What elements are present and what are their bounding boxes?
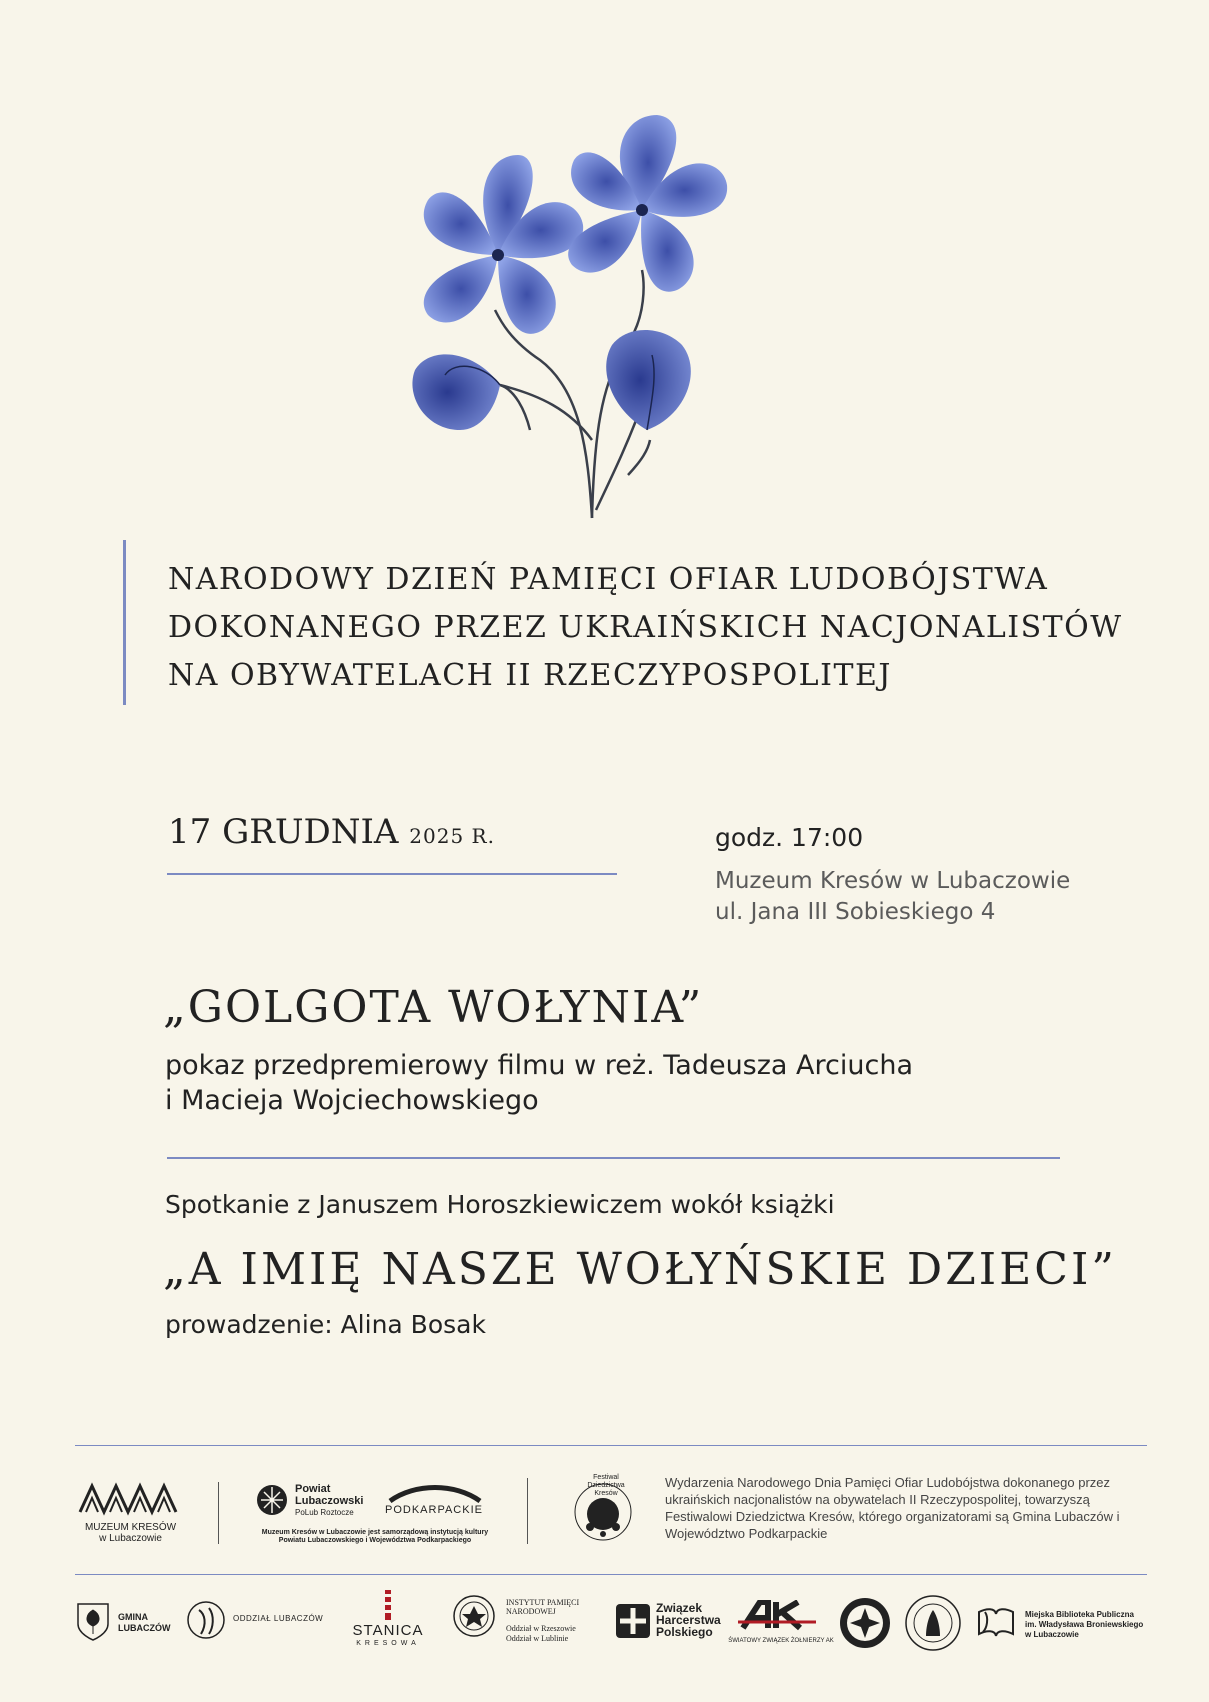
event-date-main: 17 GRUDNIA — [168, 812, 399, 852]
title-line-1: NARODOWY DZIEŃ PAMIĘCI OFIAR LUDOBÓJSTWA — [168, 562, 1049, 597]
footer-divider-bottom — [75, 1574, 1147, 1575]
ak-logo — [726, 1600, 836, 1650]
date-underline — [167, 873, 617, 875]
gmina-lubaczow-logo — [76, 1602, 176, 1646]
film-description — [165, 1048, 913, 1118]
partner-note-l1: Muzeum Kresów w Lubaczowie jest samorządową instytucją kultury — [261, 1529, 489, 1536]
ipn-l4: Oddział w Lublinie — [506, 1634, 569, 1643]
ipn-logo — [452, 1594, 592, 1654]
flower-illustration — [380, 110, 780, 520]
towarzystwo-label: ODDZIAŁ LUBACZÓW — [233, 1614, 324, 1623]
towarzystwo-emblem-icon — [185, 1596, 227, 1644]
ak-anchor-icon — [738, 1600, 818, 1632]
bib-l2: im. Władysława Broniewskiego — [1025, 1620, 1144, 1629]
stanica-l2: KRESOWA — [356, 1640, 420, 1647]
gmina-l2: LUBACZÓW — [118, 1623, 171, 1633]
festiwal-logo — [568, 1472, 638, 1547]
meeting-host: prowadzenie: Alina Bosak — [165, 1310, 486, 1339]
muzeum-name-l1: MUZEUM KRESÓW — [84, 1522, 177, 1533]
festiwal-label: Festiwal Dziedzictwa Kresów — [587, 1474, 625, 1497]
gmina-l1: GMINA — [118, 1612, 148, 1622]
title-line-3: NA OBYWATELACH II RZECZYPOSPOLITEJ — [168, 658, 892, 693]
podkarpackie-label: PODKARPACKIE — [385, 1504, 483, 1516]
stanica-post-icon — [378, 1590, 398, 1620]
venue-line-2: ul. Jana III Sobieskiego 4 — [715, 899, 996, 925]
gmina-shield-icon — [76, 1602, 110, 1642]
title-line-2: DOKONANEGO PRZEZ UKRAIŃSKICH NACJONALISTÓW — [168, 610, 1123, 645]
powiat-emblem-icon — [255, 1483, 289, 1517]
zhp-l2: Harcerstwa — [656, 1613, 721, 1627]
powiat-l1: Powiat — [295, 1483, 331, 1495]
zhp-l1: Związek — [656, 1601, 703, 1615]
film-title: „GOLGOTA WOŁYNIA” — [163, 982, 704, 1033]
bib-l3: w Lubaczowie — [1025, 1630, 1079, 1639]
page-title — [168, 556, 1128, 700]
event-venue — [715, 866, 1070, 928]
event-time: godz. 17:00 — [715, 823, 864, 852]
book-icon — [975, 1604, 1017, 1642]
ipn-l1: INSTYTUT PAMIĘCI — [506, 1598, 580, 1607]
powiat-logo-group — [255, 1483, 495, 1548]
venue-line-1: Muzeum Kresów w Lubaczowie — [715, 868, 1071, 894]
honorary-seal-icon — [904, 1594, 962, 1652]
section-divider — [167, 1157, 1060, 1159]
book-title: „A IMIĘ NASZE WOŁYŃSKIE DZIECI” — [163, 1244, 1117, 1295]
powiat-l3: PoLub Roztocze — [295, 1508, 354, 1517]
biblioteka-logo — [975, 1602, 1155, 1646]
footer-divider-top — [75, 1445, 1147, 1446]
muzeum-name-l2: w Lubaczowie — [99, 1533, 162, 1544]
towarzystwo-logo — [185, 1596, 355, 1648]
cross-medal-logo — [838, 1596, 894, 1650]
event-date — [168, 812, 495, 852]
film-desc-line-1: pokaz przedpremierowy filmu w reż. Tadeusza Arciucha — [165, 1050, 913, 1081]
powiat-l2: Lubaczowski — [295, 1495, 364, 1507]
bib-l1: Miejska Biblioteka Publiczna — [1025, 1610, 1134, 1619]
stanica-kresowa-logo — [348, 1590, 428, 1650]
zhp-l3: Polskiego — [656, 1625, 713, 1639]
stanica-l1: STANICA — [352, 1622, 424, 1639]
muzeum-kresow-logo — [78, 1478, 188, 1548]
meeting-intro: Spotkanie z Januszem Horoszkiewiczem wokół książki — [165, 1190, 835, 1219]
footer-separator — [218, 1482, 219, 1544]
partner-note-l2: Powiatu Lubaczowskiego i Województwa Podkarpackiego — [278, 1537, 472, 1544]
event-date-year: 2025 R. — [409, 824, 495, 848]
podkarpackie-arc-icon — [385, 1483, 485, 1503]
muzeum-mountains-icon — [78, 1478, 183, 1516]
cross-medal-icon — [838, 1596, 892, 1650]
festival-note: Wydarzenia Narodowego Dnia Pamięci Ofiar Ludobójstwa dokonanego przez ukraińskich nacjonalistów na obywatelach II Rzeczypospolitej, towarzyszą Festiwalowi Dziedzictwa Kresów, którego organizatorami są Gmina Lubaczów i Województwo Podkarpackie — [665, 1475, 1120, 1541]
ak-sub: ŚWIATOWY ZWIĄZEK ŻOŁNIERZY AK — [728, 1638, 834, 1644]
zhp-logo — [614, 1600, 724, 1644]
ipn-eagle-icon — [452, 1594, 496, 1638]
ipn-l3: Oddział w Rzeszowie — [506, 1624, 576, 1633]
zhp-cross-icon — [614, 1602, 652, 1640]
film-desc-line-2: i Macieja Wojciechowskiego — [165, 1085, 539, 1116]
ipn-l2: NARODOWEJ — [506, 1607, 556, 1616]
honorary-seal-logo — [904, 1594, 962, 1652]
footer-separator — [527, 1478, 528, 1544]
heading-accent-bar — [123, 540, 126, 705]
